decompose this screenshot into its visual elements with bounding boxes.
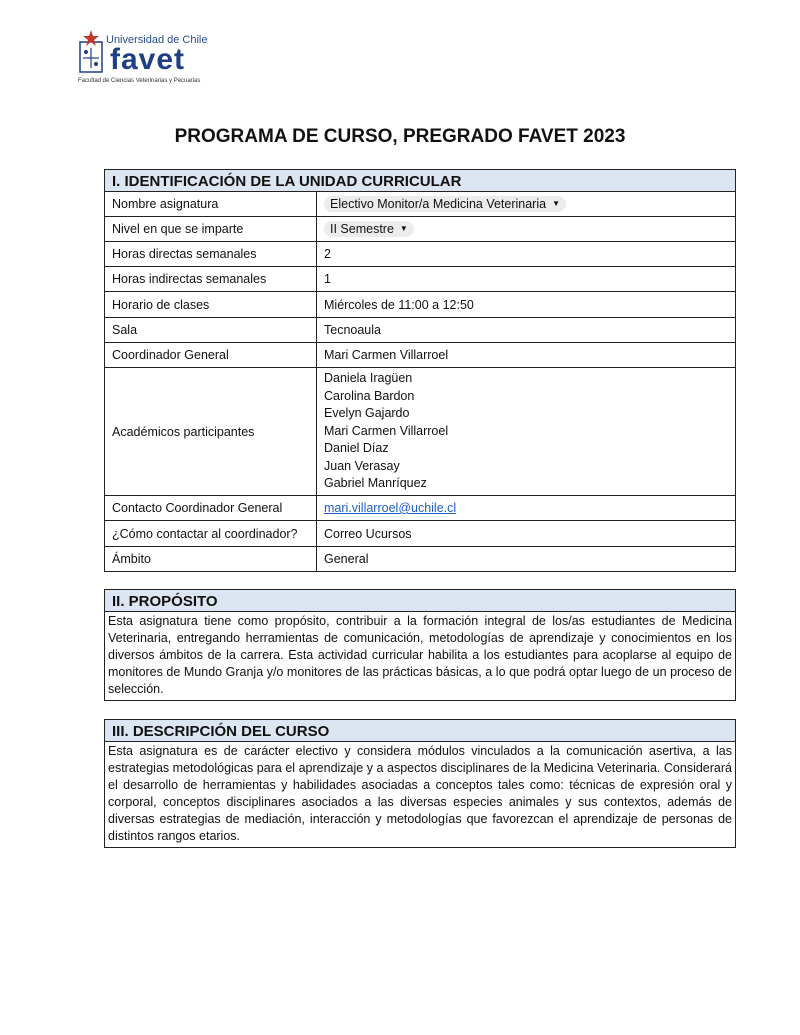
favet-logo [78, 30, 238, 88]
course-name-value: Electivo Monitor/a Medicina Veterinaria [330, 197, 547, 211]
table-row [105, 192, 736, 217]
academic-name: Carolina Bardon [324, 388, 415, 403]
row-label: Contacto Coordinador General [105, 496, 317, 521]
academic-name: Juan Verasay [324, 458, 400, 473]
academic-name: Gabriel Manríquez [324, 476, 427, 491]
table-row [105, 343, 736, 368]
coordinator-email-link[interactable]: mari.villarroel@uchile.cl [324, 501, 457, 515]
logo-brand-text: favet [110, 43, 186, 76]
row-value: General [317, 547, 736, 572]
logo-university-text: Universidad de Chile [106, 34, 208, 46]
row-label: Horas indirectas semanales [105, 267, 317, 292]
row-value: Miércoles de 11:00 a 12:50 [317, 292, 736, 318]
course-name-dropdown[interactable] [324, 196, 566, 212]
level-value: II Semestre [330, 222, 394, 236]
table-row [105, 267, 736, 292]
row-label: Horario de clases [105, 292, 317, 318]
table-row [105, 496, 736, 521]
level-dropdown[interactable] [324, 221, 414, 237]
row-value: 2 [317, 242, 736, 267]
course-name-cell [317, 192, 736, 217]
purpose-text: Esta asignatura tiene como propósito, contribuir a la formación integral de los/as estudiantes de Medicina Veterinaria, entregando herramientas de comunicación, metodologías de aprendizaje y conocimientos en los diversos ámbitos de la carrera. Esta actividad curricular habilita a los estudiantes para acoplarse al equipo de monitores de Mundo Granja y/o monitores de las prácticas básicas, a lo que podrá optar luego de un proceso de selección. [105, 612, 736, 701]
row-label: Nombre asignatura [105, 192, 317, 217]
chevron-down-icon: ▼ [552, 199, 560, 208]
row-label: Nivel en que se imparte [105, 217, 317, 242]
table-row [105, 547, 736, 572]
logo-faculty-text: Facultad de Ciencias Veterinarias y Pecuarias [78, 78, 201, 84]
row-label: Académicos participantes [105, 368, 317, 496]
purpose-heading: II. PROPÓSITO [105, 590, 736, 612]
level-cell [317, 217, 736, 242]
academic-name: Daniel Díaz [324, 441, 389, 456]
academics-list [317, 368, 736, 496]
contact-cell [317, 496, 736, 521]
chevron-down-icon: ▼ [399, 224, 408, 233]
document-title: PROGRAMA DE CURSO, PREGRADO FAVET 2023 [174, 126, 626, 147]
academic-name: Mari Carmen Villarroel [324, 423, 449, 438]
row-value: Correo Ucursos [317, 521, 736, 547]
row-value: Mari Carmen Villarroel [317, 343, 736, 368]
academic-name: Evelyn Gajardo [324, 406, 410, 421]
university-seal-icon [78, 30, 104, 76]
row-value: 1 [317, 267, 736, 292]
table-row [105, 242, 736, 267]
table-row [105, 521, 736, 547]
academic-name: Daniela Iragüen [324, 371, 413, 386]
row-label: Horas directas semanales [105, 242, 317, 267]
table-row [105, 217, 736, 242]
table-row [105, 368, 736, 496]
row-label: Ámbito [105, 547, 317, 572]
description-section [104, 719, 736, 848]
description-text: Esta asignatura es de carácter electivo y considera módulos vinculados a la comunicación asertiva, a las estrategias metodológicas para el aprendizaje y a aspectos disciplinares de la Medicina Veterinaria. Considerará el desarrollo de herramientas y habilidades asociadas a conceptos tales como: técnicas de expresión oral y corporal, conceptos disciplinares asociados a las diversas especies animales y sus contextos, además de diversas estrategias de mediación, interacción y metodologías que favorezcan el aprendizaje de personas de distintos rangos etarios. [105, 742, 736, 848]
table-row [105, 318, 736, 343]
row-value: Tecnoaula [317, 318, 736, 343]
row-label: ¿Cómo contactar al coordinador? [105, 521, 317, 547]
identification-heading: I. IDENTIFICACIÓN DE LA UNIDAD CURRICULAR [105, 170, 736, 192]
identification-table [104, 169, 736, 572]
row-label: Sala [105, 318, 317, 343]
table-row [105, 292, 736, 318]
description-heading: III. DESCRIPCIÓN DEL CURSO [105, 720, 736, 742]
purpose-section [104, 589, 736, 701]
row-label: Coordinador General [105, 343, 317, 368]
